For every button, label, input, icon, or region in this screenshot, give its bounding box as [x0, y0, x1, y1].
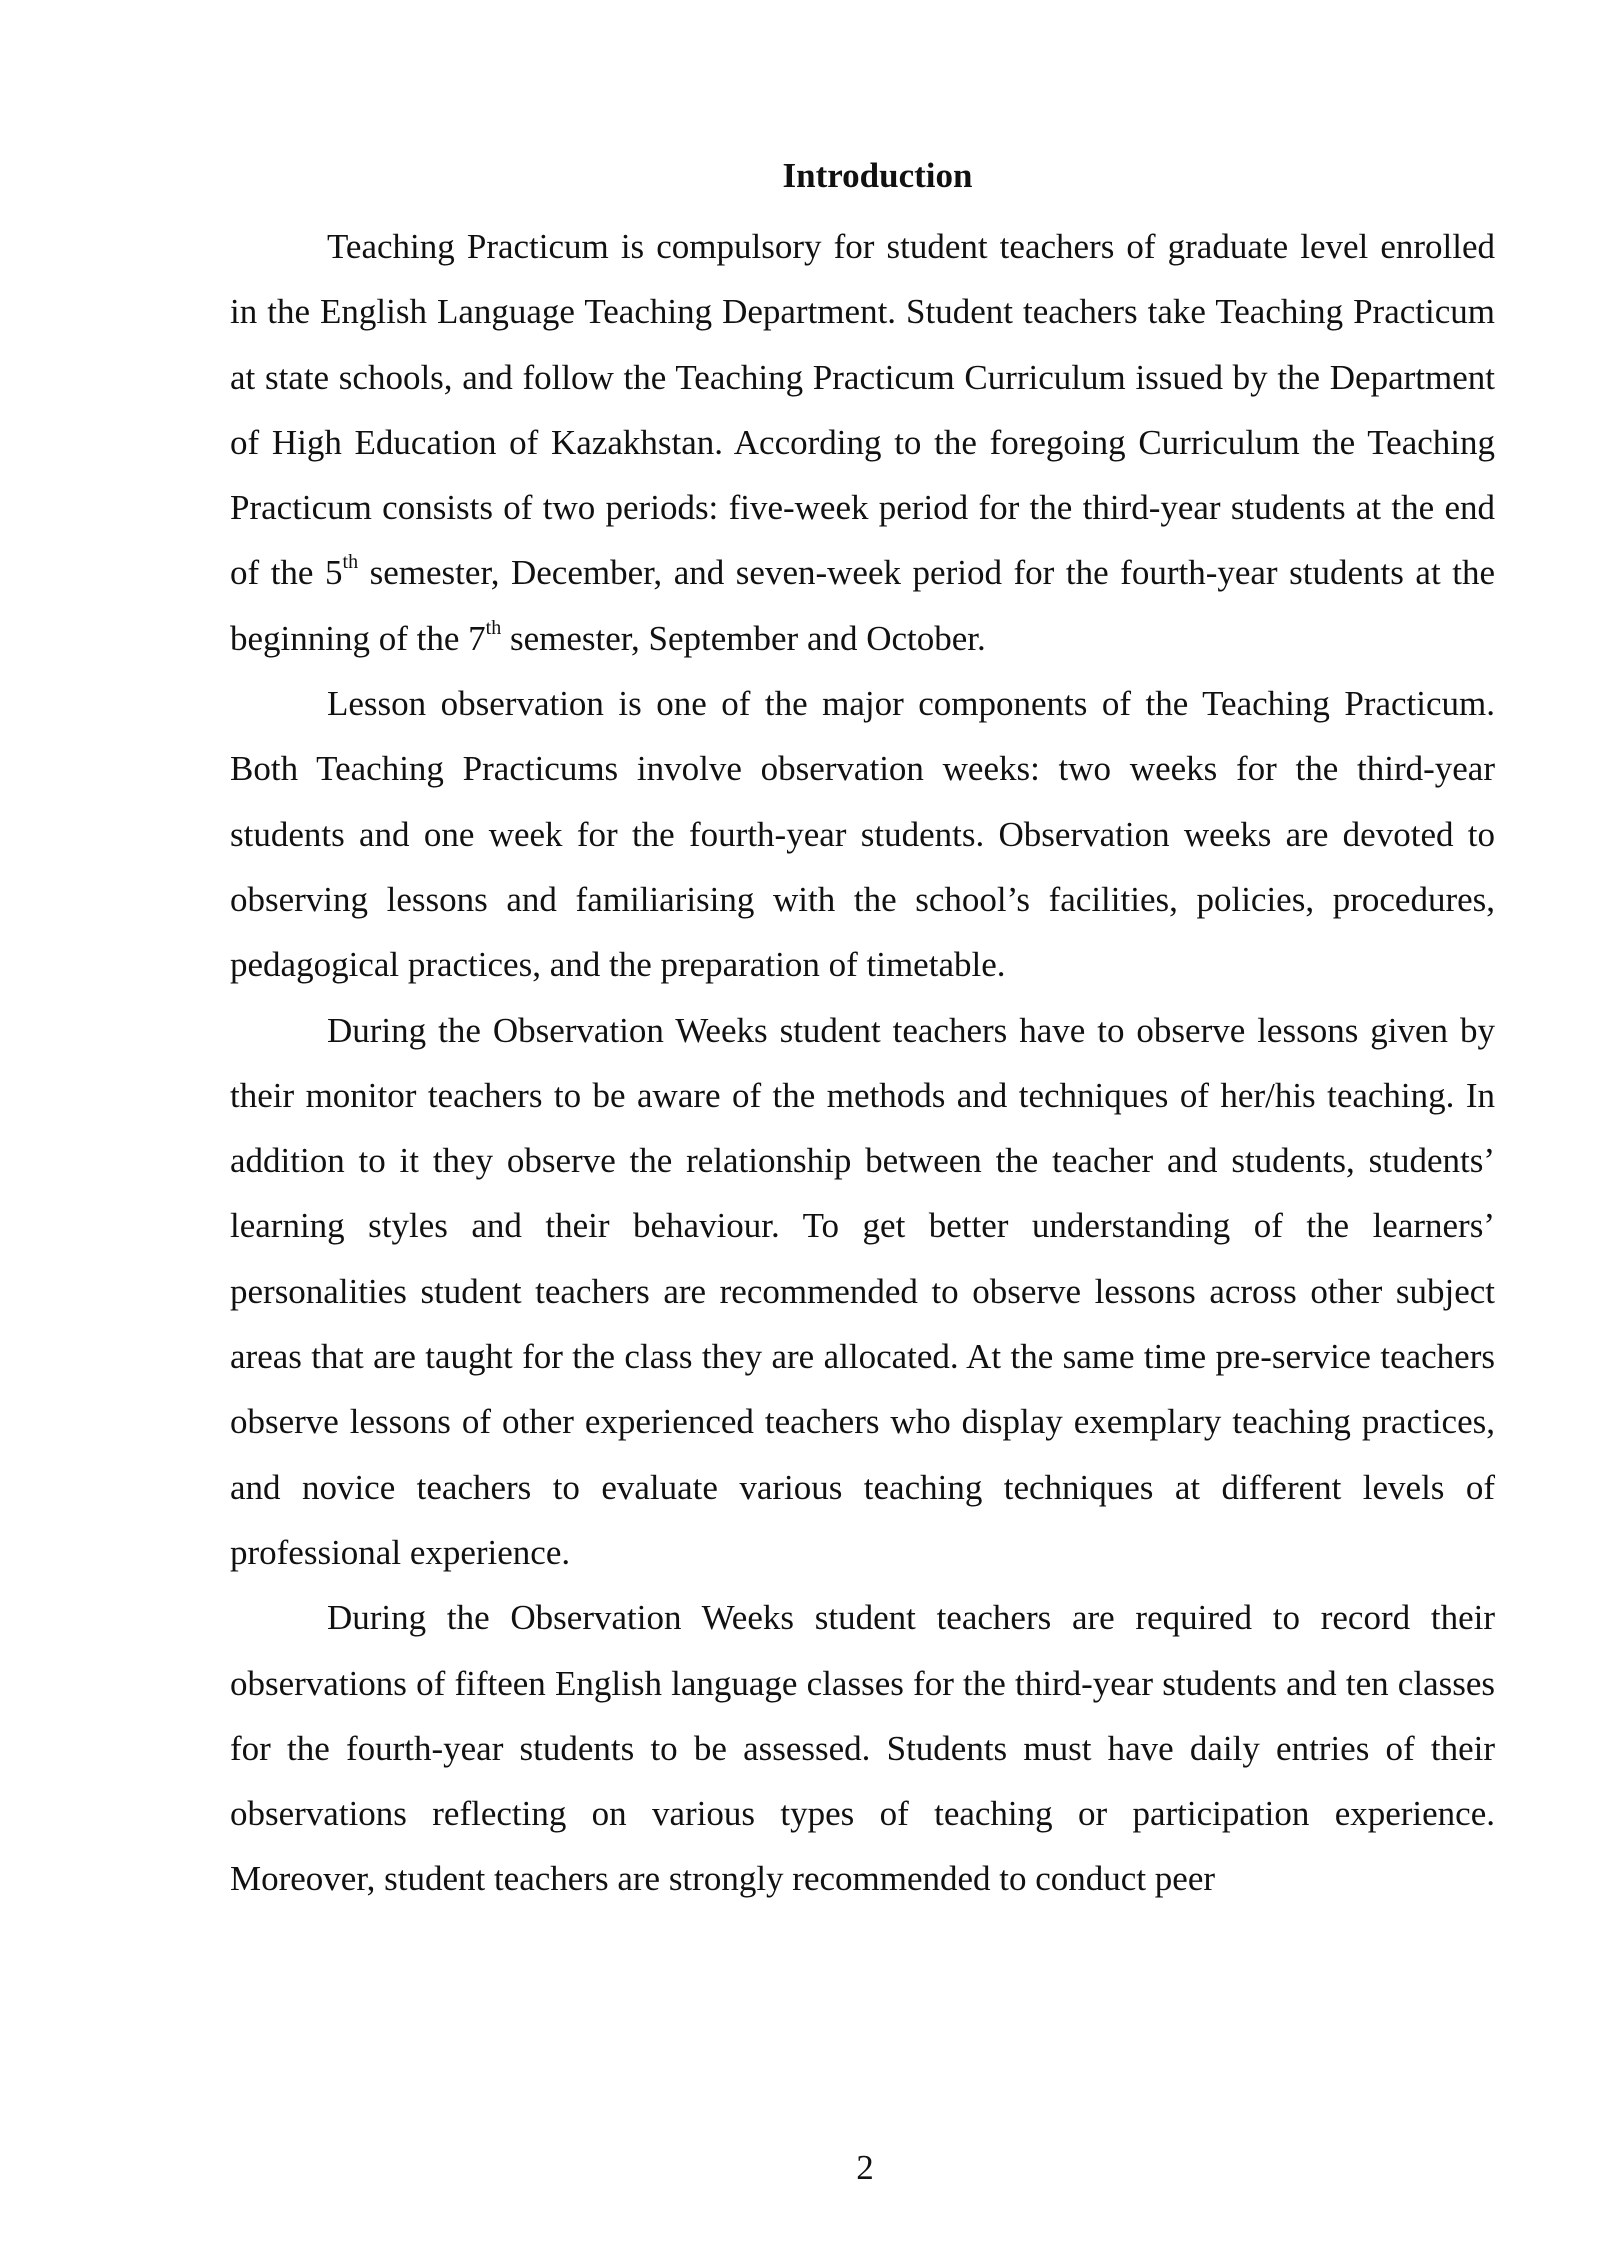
superscript-ordinal: th [485, 616, 502, 639]
paragraph-lesson-observation: Lesson observation is one of the major components of the Teaching Practicum. Both Teaching Practicums involve observation weeks: two weeks for the third-year students and one week for the fourth-year students. Observation weeks are devoted to observing lessons and familiarising with the school’s facilities, policies, procedures, pedagogical practices, and the preparation of timetable. [230, 684, 1495, 985]
page-content [230, 150, 1495, 1912]
section-title: Introduction [782, 156, 973, 195]
paragraph-text: semester, September and October. [501, 618, 986, 658]
paragraph-text: semester, December, and seven-week period for the fourth-year students at the beginning of the 7 [230, 553, 1495, 658]
superscript-ordinal: th [342, 551, 359, 574]
paragraph-observation-records: During the Observation Weeks student teachers are required to record their observations of fifteen English language classes for the third-year students and ten classes for the fourth-year students to be assessed. Students must have daily entries of their observations reflecting on various types of teaching or participation experience. Moreover, student teachers are strongly recommended to conduct peer [230, 1598, 1495, 1899]
paragraph-observation-weeks: During the Observation Weeks student teachers have to observe lessons given by their monitor teachers to be aware of the methods and techniques of her/his teaching. In addition to it they observe the relationship between the teacher and students, students’ learning styles and their behaviour. To get better understanding of the learners’ personalities student teachers are recommended to observe lessons across other subject areas that are taught for the class they are allocated. At the same time pre-service teachers observe lessons of other experienced teachers who display exemplary teaching practices, and novice teachers to evaluate various teaching techniques at different levels of professional experience. [230, 1010, 1495, 1572]
page-number: 2 [856, 2148, 874, 2187]
paragraph-practicum-overview [230, 214, 1495, 671]
paragraph-text: Teaching Practicum is compulsory for student teachers of graduate level enrolled in the English Language Teaching Department. Student teachers take Teaching Practicum at state schools, and follow the Teaching Practicum Curriculum issued by the Department of High Education of Kazakhstan. According to the foregoing Curriculum the Teaching Practicum consists of two periods: five-week period for the third-year students at the end of the 5 [230, 227, 1495, 593]
